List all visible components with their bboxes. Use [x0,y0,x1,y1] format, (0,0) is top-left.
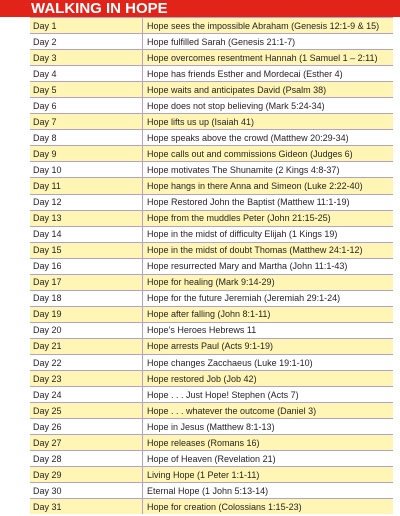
table-row [30,194,393,210]
day-cell: Day 24 [30,387,143,402]
table-row [30,17,393,33]
table-row [30,97,393,113]
reading-cell: Hope motivates The Shunamite (2 Kings 4:8-37) [147,164,340,175]
table-row [30,450,393,466]
reading-cell: Hope does not stop believing (Mark 5:24-34) [147,100,325,111]
day-cell: Day 22 [30,355,143,370]
day-cell: Day 28 [30,451,143,466]
day-cell: Day 21 [30,339,143,354]
reading-cell: Hope overcomes resentment Hannah (1 Samuel 1 – 2:11) [147,52,378,63]
reading-cell: Hope fulfilled Sarah (Genesis 21:1-7) [147,36,296,47]
table-row [30,290,393,306]
day-cell: Day 11 [30,178,143,193]
day-cell: Day 10 [30,162,143,177]
day-cell: Day 5 [30,82,143,97]
reading-cell: Hope waits and anticipates David (Psalm 38) [147,84,327,95]
table-row [30,258,393,274]
day-cell: Day 8 [30,130,143,145]
reading-cell: Hope of Heaven (Revelation 21) [147,453,276,464]
day-cell: Day 30 [30,483,143,498]
day-cell: Day 12 [30,195,143,210]
reading-cell: Hope for the future Jeremiah (Jeremiah 29:1-24) [147,293,341,304]
reading-plan-table [30,17,393,515]
reading-cell: Hope changes Zacchaeus (Luke 19:1-10) [147,357,313,368]
reading-cell: Hope calls out and commissions Gideon (Judges 6) [147,148,353,159]
table-row [30,49,393,65]
reading-cell: Hope restored Job (Job 42) [147,373,257,384]
day-cell: Day 2 [30,34,143,49]
reading-cell: Hope in the midst of doubt Thomas (Matthew 24:1-12) [147,245,363,256]
table-row [30,466,393,482]
day-cell: Day 18 [30,291,143,306]
day-cell: Day 19 [30,307,143,322]
table-row [30,370,393,386]
reading-cell: Hope from the muddles Peter (John 21:15-25) [147,213,331,224]
reading-cell: Hope’s Heroes Hebrews 11 [147,325,257,336]
table-row [30,161,393,177]
reading-cell: Hope in the midst of difficulty Elijah (1 Kings 19) [147,229,338,240]
reading-cell: Hope resurrected Mary and Martha (John 11:1-43) [147,261,348,272]
day-cell: Day 4 [30,66,143,81]
reading-cell: Hope for creation (Colossians 1:15-23) [147,501,302,512]
reading-cell: Hope has friends Esther and Mordecai (Esther 4) [147,68,343,79]
reading-cell: Hope lifts us up (Isaiah 41) [147,116,255,127]
day-cell: Day 17 [30,275,143,290]
day-cell: Day 7 [30,114,143,129]
reading-cell: Hope arrests Paul (Acts 9:1-19) [147,341,274,352]
table-row [30,322,393,338]
day-cell: Day 31 [30,499,143,514]
day-cell: Day 26 [30,419,143,434]
table-row [30,274,393,290]
day-cell: Day 13 [30,211,143,226]
day-cell: Day 9 [30,146,143,161]
header-bar [0,0,400,17]
reading-cell: Hope in Jesus (Matthew 8:1-13) [147,421,275,432]
reading-cell: Hope sees the impossible Abraham (Genesis 12:1-9 & 15) [147,20,380,31]
reading-cell: Hope hangs in there Anna and Simeon (Luke 2:22-40) [147,180,363,191]
table-row [30,482,393,498]
table-row [30,65,393,81]
table-row [30,498,393,514]
day-cell: Day 3 [30,50,143,65]
day-cell: Day 16 [30,259,143,274]
table-row [30,306,393,322]
reading-cell: Hope speaks above the crowd (Matthew 20:29-34) [147,132,349,143]
day-cell: Day 1 [30,18,143,33]
table-row [30,113,393,129]
table-row [30,386,393,402]
day-cell: Day 20 [30,323,143,338]
page-title: WALKING IN HOPE [31,0,168,17]
reading-cell: Hope . . . Just Hope! Stephen (Acts 7) [147,389,299,400]
table-row [30,226,393,242]
table-row [30,210,393,226]
table-row [30,145,393,161]
day-cell: Day 25 [30,403,143,418]
table-row [30,242,393,258]
table-row [30,402,393,418]
table-row [30,434,393,450]
day-cell: Day 15 [30,243,143,258]
table-row [30,418,393,434]
table-row [30,177,393,193]
day-cell: Day 6 [30,98,143,113]
reading-cell: Eternal Hope (1 John 5:13-14) [147,485,269,496]
reading-cell: Hope releases (Romans 16) [147,437,260,448]
day-cell: Day 23 [30,371,143,386]
reading-cell: Hope for healing (Mark 9:14-29) [147,277,275,288]
table-row [30,33,393,49]
reading-cell: Living Hope (1 Peter 1:1-11) [147,469,260,480]
day-cell: Day 14 [30,227,143,242]
day-cell: Day 27 [30,435,143,450]
reading-cell: Hope after falling (John 8:1-11) [147,309,271,320]
table-row [30,81,393,97]
day-cell: Day 29 [30,467,143,482]
table-row [30,338,393,354]
table-row [30,354,393,370]
reading-cell: Hope . . . whatever the outcome (Daniel 3) [147,405,317,416]
table-row [30,129,393,145]
reading-cell: Hope Restored John the Baptist (Matthew 11:1-19) [147,197,350,208]
